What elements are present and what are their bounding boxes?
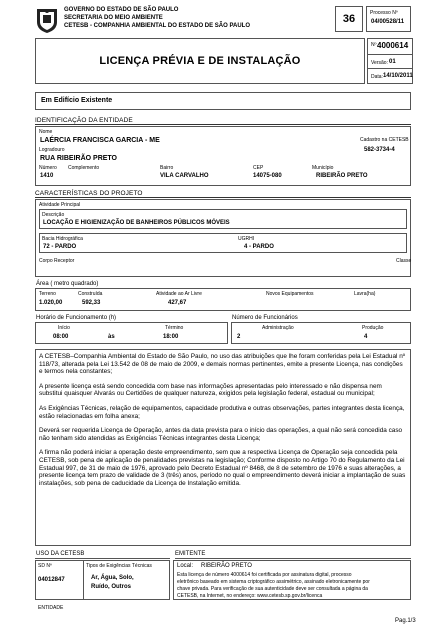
section-caracteristicas: CARACTERÍSTICAS DO PROJETO: [35, 190, 143, 197]
paragraph-2: A presente licença está sendo concedida com base nas informações apresentadas pelo interessado e não dispensa nem substitui quaisquer Alvarás ou Certidões de qualquer natureza, exigidos pela legislação federal, estadual ou municipal;: [39, 382, 382, 398]
cadastro-value: 582-3734-4: [364, 147, 395, 153]
section-funcionarios: Número de Funcionários: [232, 315, 298, 321]
identificacao-box: Nome LAÉRCIA FRANCISCA GARCIA - ME Cadastro na CETESB 582-3734-4 Logradouro RUA RIBEIRÃO PRETO Número 1410 Complemento Bairro VILA CARVALHO CEP 14075-080 Município RIBEIRÃO PRETO: [35, 126, 411, 186]
status-box: Em Edifício Existente: [35, 92, 411, 110]
section-area: Área ( metro quadrado): [36, 281, 99, 287]
logradouro-value: RUA RIBEIRÃO PRETO: [40, 155, 118, 162]
license-text-box: [35, 349, 411, 546]
paragraph-1: A CETESB–Companhia Ambiental do Estado de São Paulo, no uso das atribuições que lhe foram conferidas pela Lei Estadual nº 118/73, alterada pela Lei 13.542 de 08 de maio de 2009, e demais normas pertinentes, emite a presente Licença, nas condições e termos nela constantes;: [39, 353, 406, 376]
page-title: LICENÇA PRÉVIA E DE INSTALAÇÃO: [99, 55, 301, 67]
paragraph-3: As Exigências Técnicas, relação de equipamentos, capacidade produtiva e outras observações, partes integrantes desta licença, estão relacionadas em folha anexa;: [39, 404, 405, 420]
horario-box: Início 08:00 às Término 18:00: [35, 322, 228, 344]
nome-value: LAÉRCIA FRANCISCA GARCIA - ME: [40, 137, 160, 144]
funcionarios-box: Administração 2 Produção 4: [231, 322, 411, 344]
emitente-box: Local: RIBEIRÃO PRETO Esta licença de número 4000614 foi certificada por assinatura digital, processo eletrônico baseado em sistema criptográfico assimétrico, assinado eletronicamente por chave privada. Para verificação de sua autenticidade deve ser consultada a página da CETESB, na Internet, no endereço: www.cetesb.sp.gov.br/licenca: [173, 560, 411, 600]
org-line-2: SECRETARIA DO MEIO AMBIENTE: [64, 15, 163, 21]
org-line-1: GOVERNO DO ESTADO DE SÃO PAULO: [64, 7, 179, 13]
section-emitente: EMITENTE: [175, 551, 206, 557]
page-number: Pag.1/3: [395, 618, 416, 624]
paragraph-4: Deverá ser requerida Licença de Operação, antes da data prevista para o início das operações, a qual não será concedida caso não tenham sido atendidas as Exigências Técnicas integrantes desta Licença;: [39, 427, 403, 442]
caracteristicas-box: Atividade Principal Descrição LOCAÇÃO E HIGIENIZAÇÃO DE BANHEIROS PÚBLICOS MÓVEIS Bacia Hidrográfica 72 - PARDO UGRHI 4 - PARDO Corpo Receptor Classe: [35, 199, 411, 277]
section-uso: USO DA CETESB: [36, 551, 85, 557]
section-horario: Horário de Funcionamento (h): [36, 315, 117, 321]
descricao-value: LOCAÇÃO E HIGIENIZAÇÃO DE BANHEIROS PÚBLICOS MÓVEIS: [43, 220, 230, 226]
paragraph-5: A firma não poderá iniciar a operação deste empreendimento, sem que a respectiva Licença de Operação seja concedida pela CETESB, sob pena de aplicação de penalidades previstas na legislação; Conforme disposto no Artigo 70 do Regulamento da Lei Estadual 997, de 31 de maio de 1976, aprovado pelo Decreto Estadual nº 8468, de 8 de setembro de 1976 e suas alterações, a presente licença tem prazo de validade de 3 (três) anos, período no qual o empreendimento deverá iniciar a implantação de suas instalações, sob pena de caducidade da Licença de Instalação emitida.: [39, 449, 406, 487]
doc-number-box: Nº 4000614 Versão: 01 Data: 14/10/2011: [367, 38, 413, 84]
org-line-3: CETESB - COMPANHIA AMBIENTAL DO ESTADO DE SÃO PAULO: [64, 23, 251, 29]
state-emblem-logo: [34, 6, 60, 34]
uso-box: SD Nº 04012847 Tipos de Exigências Técnicas Ar, Água, Solo, Ruído, Outros: [35, 560, 170, 600]
section-identificacao: IDENTIFICAÇÃO DA ENTIDADE: [35, 117, 133, 124]
title-box: [35, 38, 365, 84]
processo-box: Processo Nº 04/00528/11: [366, 6, 411, 32]
area-box: Terreno 1.020,00 Construída 592,33 Atividade ao Ar Livre 427,67 Novos Equipamentos Lavra(ha): [35, 288, 411, 311]
box-number: 36: [335, 6, 363, 32]
footer-entidade: ENTIDADE: [38, 605, 64, 611]
